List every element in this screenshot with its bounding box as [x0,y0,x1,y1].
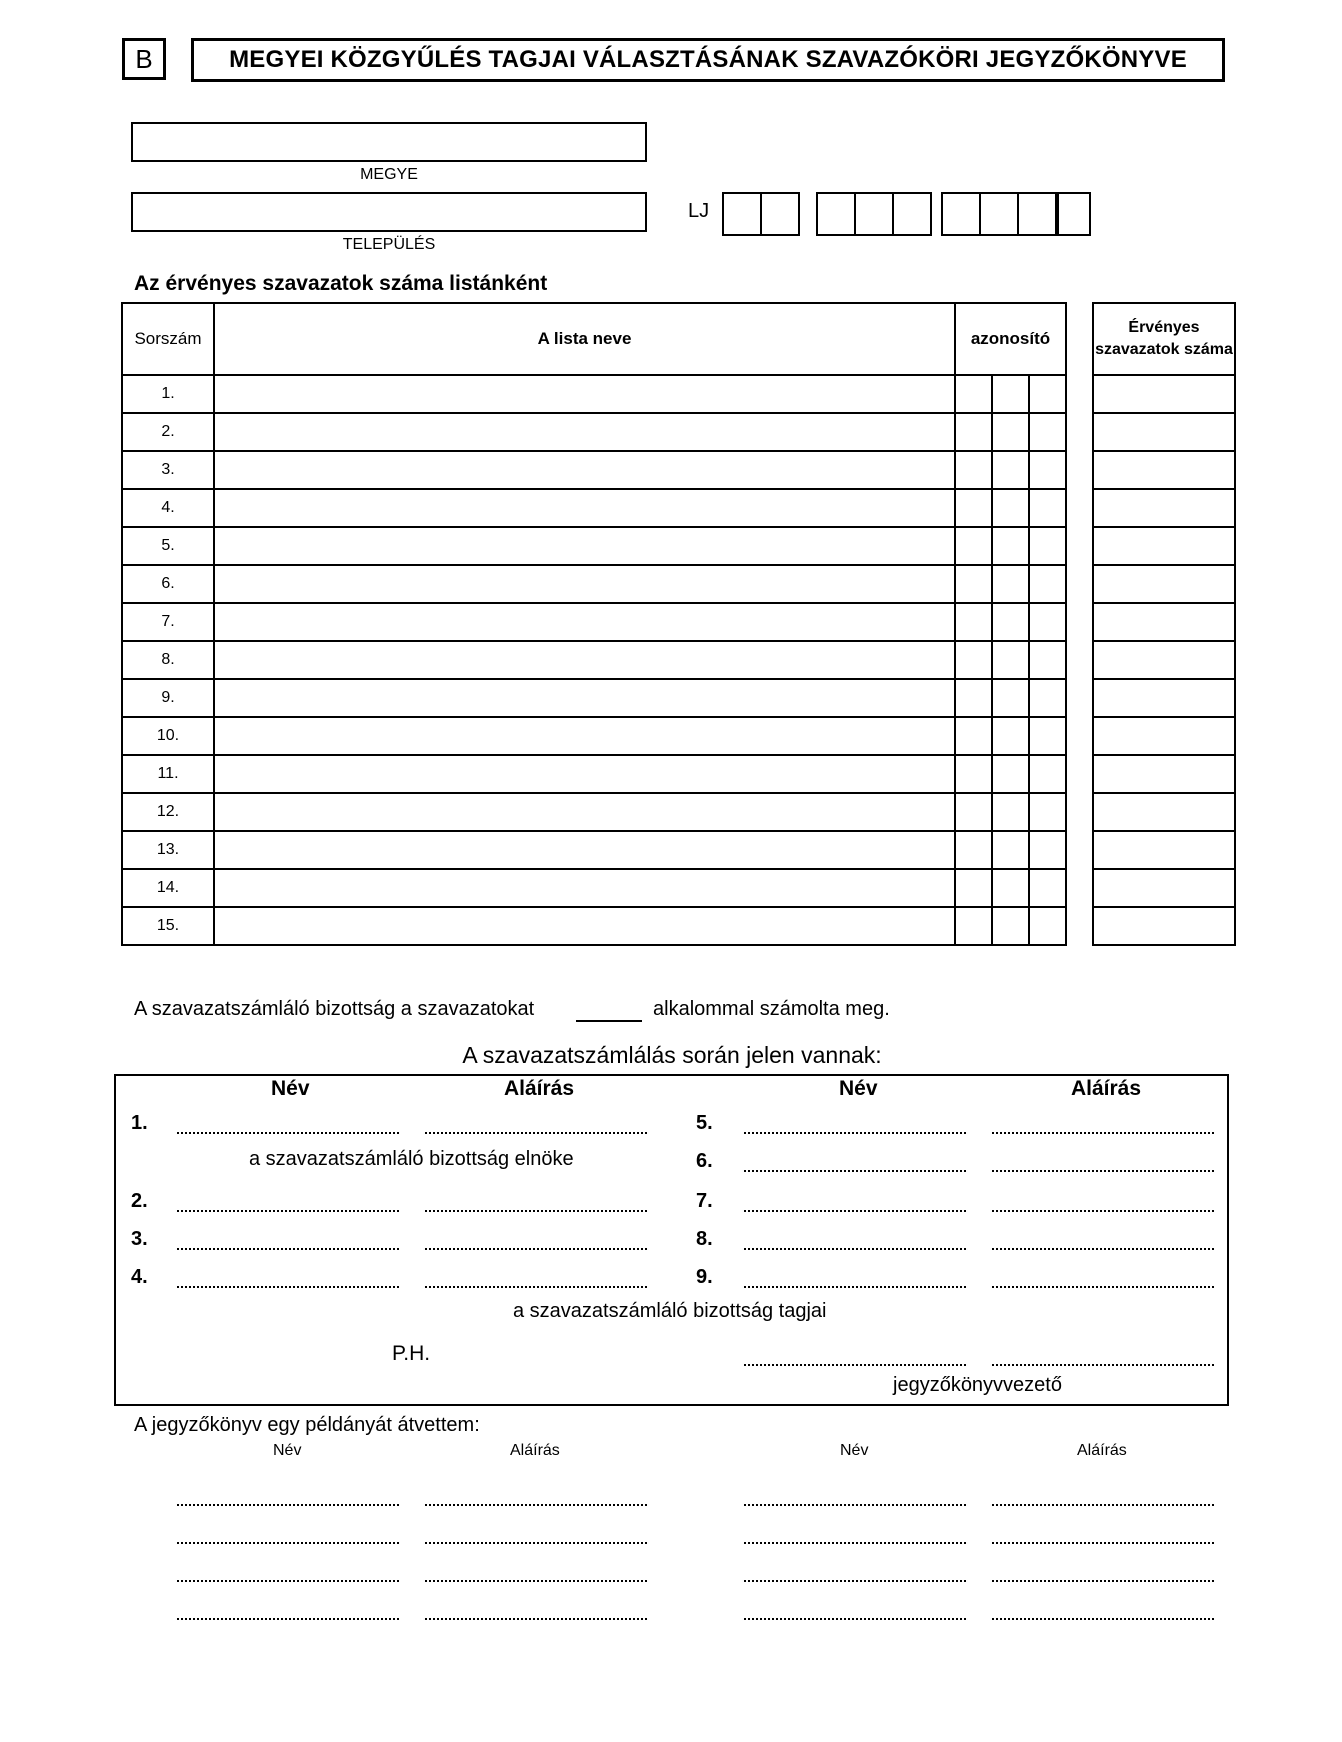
identifier-digit-cell[interactable] [955,869,992,907]
identifier-digit-cell[interactable] [992,565,1029,603]
table-row [122,869,1066,907]
member-number: 2. [131,1190,148,1212]
stamp-label: P.H. [392,1342,431,1365]
member-signature-dots[interactable] [992,1210,1214,1212]
row-number: 13. [122,831,214,869]
member-name-dots[interactable] [177,1210,399,1212]
table-row [122,527,1066,565]
identifier-digit-cell[interactable] [992,375,1029,413]
code-box[interactable] [722,192,762,236]
table-row [122,375,1066,413]
identifier-digit-cell[interactable] [955,451,992,489]
page-title: MEGYEI KÖZGYŰLÉS TAGJAI VÁLASZTÁSÁNAK SZAVAZÓKÖRI JEGYZŐKÖNYVE [229,46,1187,73]
member-signature-dots[interactable] [425,1210,647,1212]
list-name-cell[interactable] [214,641,955,679]
list-name-cell[interactable] [214,717,955,755]
identifier-digit-cell[interactable] [955,489,992,527]
valid-votes-cell[interactable] [1093,603,1235,641]
code-boxes-group-3[interactable] [941,192,1057,236]
presence-box [114,1074,1229,1406]
row-number: 15. [122,907,214,945]
row-number: 12. [122,793,214,831]
col-list-name-label: A lista neve [537,329,632,348]
receipt-signature-dots[interactable] [992,1618,1214,1620]
valid-votes-cell[interactable] [1093,793,1235,831]
receipt-name-header-left: Név [273,1442,302,1459]
identifier-digit-cell[interactable] [992,793,1029,831]
list-name-cell[interactable] [214,679,955,717]
receipt-signature-header-right: Aláírás [1077,1442,1127,1459]
recorder-signature-dots[interactable] [992,1364,1214,1366]
receipt-signature-dots[interactable] [992,1580,1214,1582]
identifier-digit-cell[interactable] [992,451,1029,489]
table-row [1093,717,1235,755]
member-signature-dots[interactable] [992,1132,1214,1134]
receipt-signature-header-left: Aláírás [510,1442,560,1459]
col-number-header [122,303,214,375]
receipt-signature-dots[interactable] [992,1504,1214,1506]
identifier-digit-cell[interactable] [955,413,992,451]
row-number: 4. [122,489,214,527]
code-boxes-group-1[interactable] [722,192,800,236]
identifier-digit-cell[interactable] [955,603,992,641]
valid-votes-cell[interactable] [1093,869,1235,907]
votes-table [121,302,1067,946]
table-row [1093,831,1235,869]
member-number: 3. [131,1228,148,1250]
table-row [1093,489,1235,527]
valid-votes-cell[interactable] [1093,641,1235,679]
chair-caption: a szavazatszámláló bizottság elnöke [249,1148,574,1170]
identifier-digit-cell[interactable] [1029,831,1066,869]
count-sentence-after: alkalommal számolta meg. [653,998,890,1020]
identifier-digit-cell[interactable] [1029,793,1066,831]
table-row [122,413,1066,451]
table-row [1093,793,1235,831]
receipt-heading: A jegyzőkönyv egy példányát átvettem: [134,1414,480,1436]
identifier-digit-cell[interactable] [992,679,1029,717]
table-row [1093,451,1235,489]
receipt-signature-dots[interactable] [425,1580,647,1582]
identifier-digit-cell[interactable] [1029,755,1066,793]
identifier-digit-cell[interactable] [1029,679,1066,717]
identifier-digit-cell[interactable] [1029,641,1066,679]
code-box[interactable] [1057,192,1091,236]
receipt-signature-dots[interactable] [425,1618,647,1620]
identifier-digit-cell[interactable] [1029,717,1066,755]
table-row [122,451,1066,489]
table-row [1093,641,1235,679]
member-name-dots[interactable] [744,1286,966,1288]
list-name-cell[interactable] [214,565,955,603]
member-signature-dots[interactable] [425,1248,647,1250]
table-row [122,755,1066,793]
presence-heading: A szavazatszámlálás során jelen vannak: [462,1041,882,1068]
receipt-signature-dots[interactable] [425,1542,647,1544]
receipt-name-dots[interactable] [177,1580,399,1582]
receipt-name-dots[interactable] [744,1618,966,1620]
count-sentence-before: A szavazatszámláló bizottság a szavazatokat [134,998,535,1020]
receipt-name-header-right: Név [840,1442,869,1459]
identifier-digit-cell[interactable] [992,831,1029,869]
identifier-digit-cell[interactable] [1029,527,1066,565]
col-list-name-header [214,303,955,375]
votes-heading: Az érvényes szavazatok száma listánként [134,272,548,295]
row-number: 11. [122,755,214,793]
identifier-digit-cell[interactable] [955,565,992,603]
member-signature-dots[interactable] [992,1286,1214,1288]
identifier-digit-cell[interactable] [992,527,1029,565]
member-number: 6. [696,1150,713,1172]
list-name-cell[interactable] [214,869,955,907]
table-row [1093,603,1235,641]
code-box[interactable] [941,192,981,236]
identifier-digit-cell[interactable] [955,527,992,565]
form-letter-box [122,38,166,80]
identifier-digit-cell[interactable] [955,375,992,413]
table-row [122,831,1066,869]
list-name-cell[interactable] [214,489,955,527]
row-number: 8. [122,641,214,679]
identifier-digit-cell[interactable] [955,717,992,755]
table-row [122,907,1066,945]
receipt-name-dots[interactable] [177,1542,399,1544]
member-name-dots[interactable] [744,1132,966,1134]
identifier-digit-cell[interactable] [1029,451,1066,489]
code-box[interactable] [1017,192,1057,236]
identifier-digit-cell[interactable] [992,717,1029,755]
member-number: 4. [131,1266,148,1288]
settlement-label: TELEPÜLÉS [342,236,436,253]
valid-votes-cell[interactable] [1093,375,1235,413]
member-number: 1. [131,1112,148,1134]
identifier-digit-cell[interactable] [1029,869,1066,907]
code-boxes-group-2[interactable] [816,192,932,236]
row-number: 1. [122,375,214,413]
row-number: 7. [122,603,214,641]
receipt-signature-dots[interactable] [992,1542,1214,1544]
row-number: 2. [122,413,214,451]
valid-votes-cell[interactable] [1093,907,1235,945]
table-row [1093,527,1235,565]
form-letter: B [135,43,153,74]
recorder-caption: jegyzőkönyvvezető [893,1374,1062,1396]
row-number: 5. [122,527,214,565]
valid-votes-cell[interactable] [1093,527,1235,565]
list-name-cell[interactable] [214,755,955,793]
member-signature-dots[interactable] [425,1132,647,1134]
valid-votes-cell[interactable] [1093,451,1235,489]
valid-votes-cell[interactable] [1093,679,1235,717]
row-number: 10. [122,717,214,755]
row-number: 14. [122,869,214,907]
member-number: 9. [696,1266,713,1288]
receipt-name-dots[interactable] [744,1542,966,1544]
code-boxes-group-4[interactable] [1057,192,1091,236]
valid-votes-table [1092,302,1236,946]
presence-signature-header-left: Aláírás [504,1077,575,1100]
table-row [1093,755,1235,793]
table-row [1093,679,1235,717]
county-label: MEGYE [360,166,418,183]
recorder-name-dots[interactable] [744,1364,966,1366]
member-name-dots[interactable] [744,1248,966,1250]
identifier-digit-cell[interactable] [1029,413,1066,451]
identifier-digit-cell[interactable] [992,603,1029,641]
identifier-digit-cell[interactable] [1029,603,1066,641]
table-row [1093,413,1235,451]
member-name-dots[interactable] [177,1248,399,1250]
table-row [122,641,1066,679]
receipt-name-dots[interactable] [177,1618,399,1620]
identifier-digit-cell[interactable] [955,641,992,679]
member-number: 8. [696,1228,713,1250]
member-signature-dots[interactable] [992,1248,1214,1250]
county-field[interactable] [131,122,647,162]
table-row [1093,869,1235,907]
list-name-cell[interactable] [214,451,955,489]
valid-votes-cell[interactable] [1093,831,1235,869]
identifier-digit-cell[interactable] [992,641,1029,679]
row-number: 3. [122,451,214,489]
presence-name-header-right: Név [839,1077,878,1100]
valid-votes-cell[interactable] [1093,565,1235,603]
table-row [1093,375,1235,413]
member-signature-dots[interactable] [992,1170,1214,1172]
identifier-digit-cell[interactable] [955,907,992,945]
list-name-cell[interactable] [214,793,955,831]
member-name-dots[interactable] [744,1210,966,1212]
table-row [122,717,1066,755]
identifier-digit-cell[interactable] [1029,907,1066,945]
code-box[interactable] [854,192,894,236]
identifier-digit-cell[interactable] [992,907,1029,945]
receipt-name-dots[interactable] [177,1504,399,1506]
code-box[interactable] [979,192,1019,236]
members-caption: a szavazatszámláló bizottság tagjai [513,1300,827,1322]
list-name-cell[interactable] [214,907,955,945]
member-name-dots[interactable] [177,1132,399,1134]
list-name-cell[interactable] [214,413,955,451]
table-row [1093,907,1235,945]
identifier-digit-cell[interactable] [955,679,992,717]
title-box [191,38,1225,82]
valid-votes-cell[interactable] [1093,413,1235,451]
table-row [122,565,1066,603]
table-row [122,603,1066,641]
table-row [1093,565,1235,603]
table-row [122,489,1066,527]
col-valid-votes-label: Érvényes szavazatok száma [1095,319,1233,358]
valid-votes-cell[interactable] [1093,489,1235,527]
code-prefix: LJ [688,200,710,222]
member-name-dots[interactable] [177,1286,399,1288]
list-name-cell[interactable] [214,375,955,413]
table-row [122,679,1066,717]
member-name-dots[interactable] [744,1170,966,1172]
col-identifier-header [955,303,1066,375]
col-number-label: Sorszám [134,329,202,348]
list-name-cell[interactable] [214,831,955,869]
col-valid-votes-header [1093,303,1235,375]
list-name-cell[interactable] [214,603,955,641]
presence-name-header-left: Név [271,1077,310,1100]
row-number: 9. [122,679,214,717]
row-number: 6. [122,565,214,603]
col-identifier-label: azonosító [970,329,1051,348]
code-box[interactable] [760,192,800,236]
identifier-digit-cell[interactable] [1029,489,1066,527]
table-row [122,793,1066,831]
list-name-cell[interactable] [214,527,955,565]
identifier-digit-cell[interactable] [955,793,992,831]
identifier-digit-cell[interactable] [992,489,1029,527]
count-blank-field[interactable] [576,1020,642,1022]
code-box[interactable] [892,192,932,236]
receipt-name-dots[interactable] [744,1580,966,1582]
presence-signature-header-right: Aláírás [1071,1077,1142,1100]
member-signature-dots[interactable] [425,1286,647,1288]
identifier-digit-cell[interactable] [955,831,992,869]
member-number: 5. [696,1112,713,1134]
valid-votes-cell[interactable] [1093,717,1235,755]
settlement-field[interactable] [131,192,647,232]
identifier-digit-cell[interactable] [992,413,1029,451]
member-number: 7. [696,1190,713,1212]
identifier-digit-cell[interactable] [1029,565,1066,603]
receipt-name-dots[interactable] [744,1504,966,1506]
identifier-digit-cell[interactable] [1029,375,1066,413]
valid-votes-cell[interactable] [1093,755,1235,793]
receipt-signature-dots[interactable] [425,1504,647,1506]
code-box[interactable] [816,192,856,236]
identifier-digit-cell[interactable] [955,755,992,793]
identifier-digit-cell[interactable] [992,755,1029,793]
identifier-digit-cell[interactable] [992,869,1029,907]
